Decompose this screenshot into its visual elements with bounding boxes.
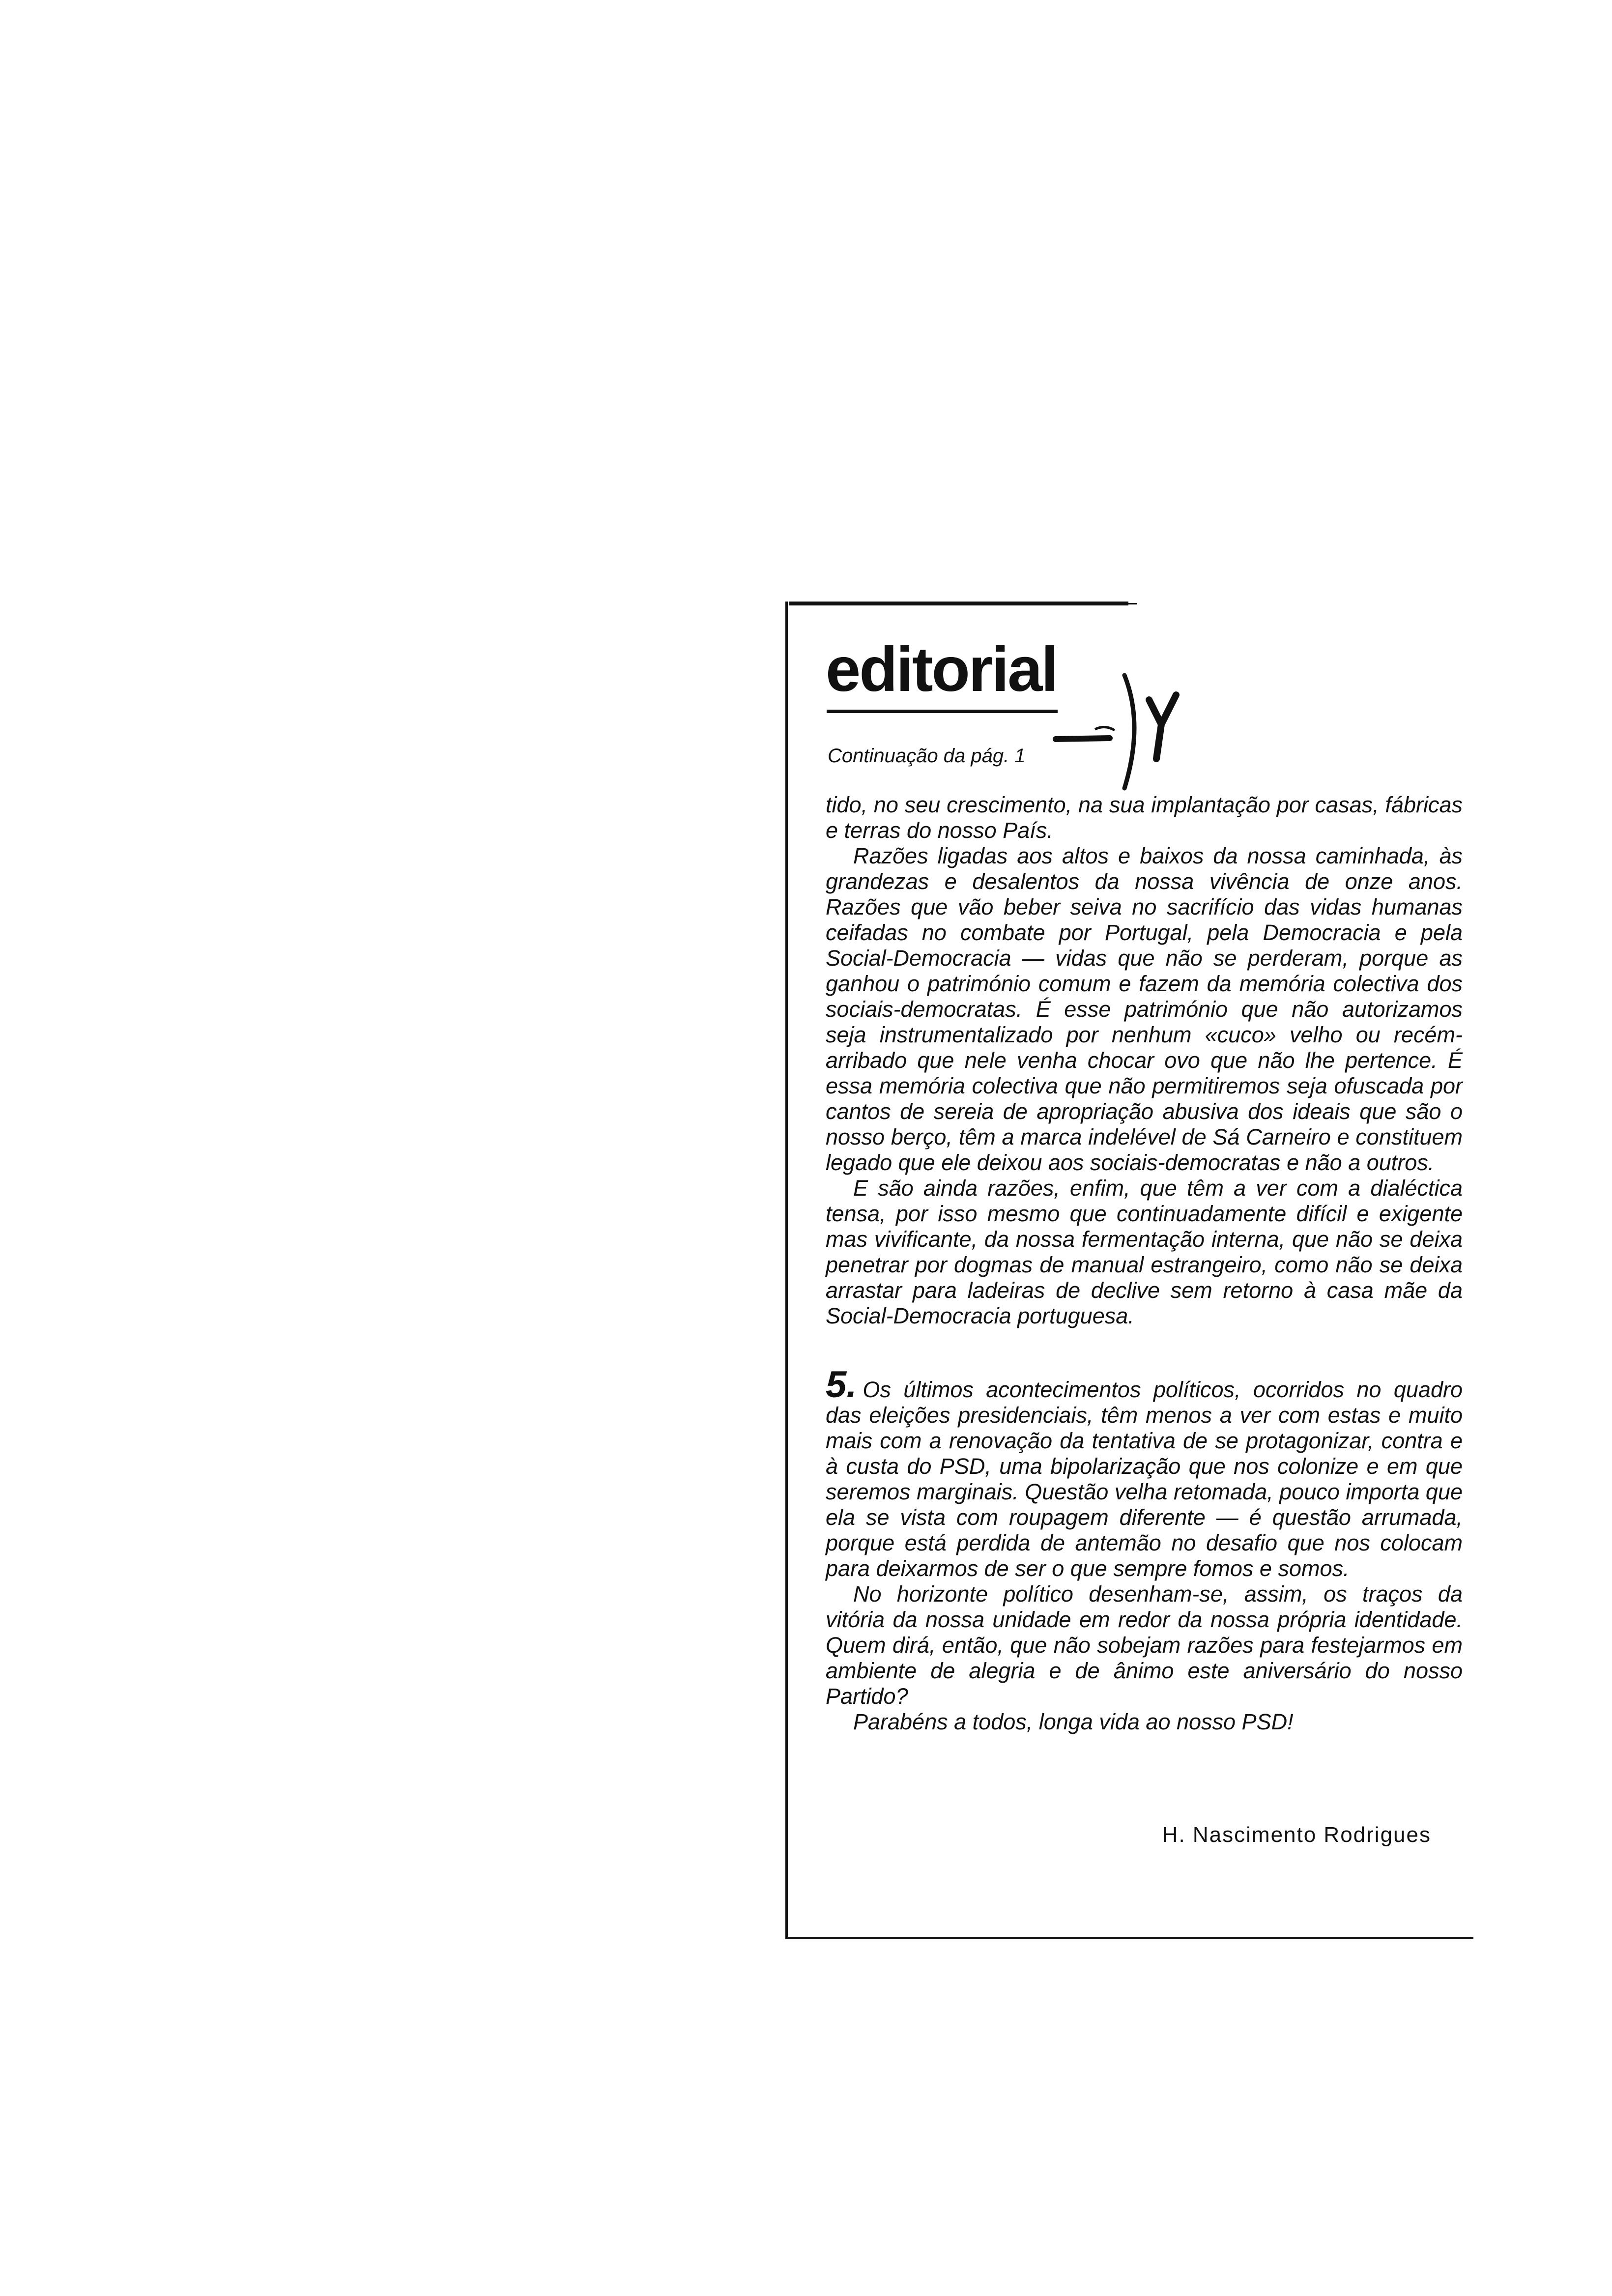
article-body	[826, 792, 1463, 1735]
page-title: editorial	[826, 634, 1057, 705]
top-rule-tail	[1128, 603, 1137, 604]
continuation-note: Continuação da pág. 1	[828, 745, 1026, 767]
section-paragraph	[826, 1364, 1463, 1581]
paragraph: Razões ligadas aos altos e baixos da nossa caminhada, às grandezas e desalentos da nossa vivência de onze anos. Razões que vão beber seiva no sacrifício das vidas humanas ceifadas no combate por Portugal, pela Democracia e pela Social-Democracia — vidas que não se perderam, porque as ganhou o património comum e fazem da memória colectiva dos sociais-democratas. É esse património que não autorizamos seja instrumentalizado por nenhum «cuco» velho ou recém-arribado que nele venha chocar ovo que não lhe pertence. É essa memória colectiva que não permitiremos seja ofuscada por cantos de sereia de apropriação abusiva dos ideais que são o nosso berço, têm a marca indelével de Sá Carneiro e constituem legado que ele deixou aos sociais-democratas e não a outros.	[826, 843, 1463, 1175]
paragraph: No horizonte político desenham-se, assim, os traços da vitória da nossa unidade em redor da nossa própria identidade. Quem dirá, então, que não sobejam razões para festejarmos em ambiente de alegria e de ânimo este aniversário do nosso Partido?	[826, 1581, 1463, 1709]
title-underline	[827, 710, 1058, 713]
author-signature: H. Nascimento Rodrigues	[1162, 1823, 1431, 1847]
left-border	[785, 602, 788, 1939]
paragraph: Parabéns a todos, longa vida ao nosso PSD!	[853, 1709, 1294, 1734]
section-text: Os últimos acontecimentos políticos, ocorridos no quadro das eleições presidenciais, têm menos a ver com estas e muito mais com a renovação da tentativa de se protagonizar, contra e à custa do PSD, uma bipolarização que nos colonize e em que seremos marginais. Questão velha retomada, pouco importa que ela se vista com roupagem diferente — é questão arrumada, porque está perdida de antemão no desafio que nos colocam para deixarmos de ser o que sempre fomos e somos.	[826, 1377, 1463, 1581]
paragraph: tido, no seu crescimento, na sua implantação por casas, fábricas e terras do nosso País.	[826, 792, 1463, 843]
top-rule	[789, 602, 1128, 605]
paragraph: E são ainda razões, enfim, que têm a ver com a dialéctica tensa, por isso mesmo que continuadamente difícil e exigente mas vivificante, da nossa fermentação interna, que não se deixa penetrar por dogmas de manual estrangeiro, como não se deixa arrastar para ladeiras de declive sem retorno à casa mãe da Social-Democracia portuguesa.	[826, 1176, 1463, 1328]
bottom-rule	[785, 1937, 1473, 1939]
editorial-clipping	[785, 602, 1473, 1940]
section-number: 5.	[826, 1364, 857, 1406]
handwritten-mark	[1051, 665, 1198, 798]
